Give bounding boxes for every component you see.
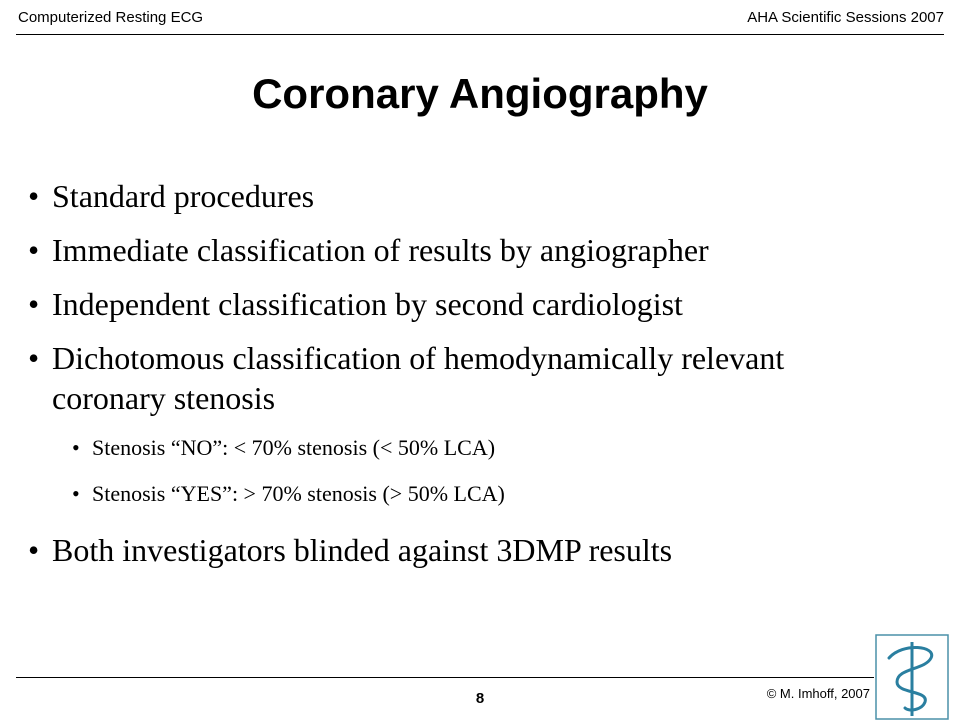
header-right-text: AHA Scientific Sessions 2007 <box>747 9 944 26</box>
copyright-text: © M. Imhoff, 2007 <box>766 686 870 701</box>
page-number: 8 <box>475 690 485 707</box>
sub-bullet-item <box>28 434 928 462</box>
bullet-item <box>28 530 928 570</box>
bullet-text: Standard procedures <box>52 178 315 214</box>
bullet-item <box>28 176 928 216</box>
bullet-text: Both investigators blinded against 3DMP results <box>52 532 673 568</box>
bullet-text: Dichotomous classification of hemodynamically relevant coronary stenosis <box>52 340 785 416</box>
bullet-marker: • <box>28 340 40 376</box>
bullet-marker: • <box>28 532 40 568</box>
bullet-marker: • <box>28 178 40 214</box>
sub-bullet-marker: • <box>72 435 80 460</box>
header-divider <box>16 34 944 35</box>
bullet-marker: • <box>28 286 40 322</box>
bullet-item <box>28 338 872 418</box>
bullet-list <box>28 176 928 584</box>
bullet-text: Independent classification by second cardiologist <box>52 286 683 322</box>
footer-divider <box>16 677 874 678</box>
sub-bullet-text: Stenosis “NO”: < 70% stenosis (< 50% LCA) <box>92 435 496 460</box>
slide-title: Coronary Angiography <box>252 70 708 117</box>
bullet-marker: • <box>28 232 40 268</box>
logo-snake <box>889 647 932 710</box>
logo-icon <box>875 634 950 720</box>
sub-bullet-marker: • <box>72 481 80 506</box>
bullet-item <box>28 284 928 324</box>
sub-bullet-text: Stenosis “YES”: > 70% stenosis (> 50% LCA) <box>92 481 505 506</box>
bullet-text: Immediate classification of results by angiographer <box>52 232 709 268</box>
header-left-text: Computerized Resting ECG <box>18 9 204 26</box>
sub-bullet-item <box>28 480 928 508</box>
bullet-item <box>28 230 928 270</box>
